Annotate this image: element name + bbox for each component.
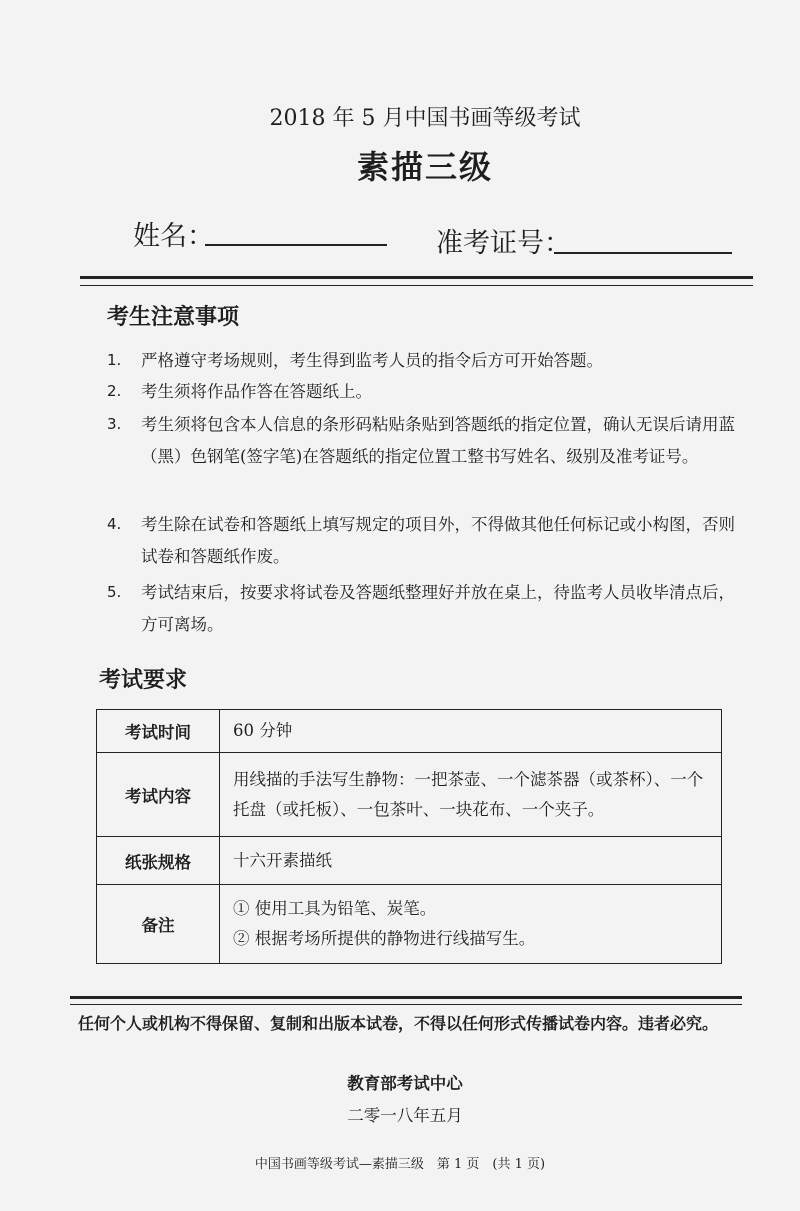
- notice-item-number: 4.: [107, 515, 122, 533]
- requirements-table: [96, 709, 722, 964]
- footer-divider-thin: [70, 1004, 742, 1005]
- header-divider-thick: [80, 276, 753, 279]
- remark-line-2: ② 根据考场所提供的静物进行线描写生。: [233, 929, 536, 948]
- notice-heading: 考生注意事项: [107, 304, 240, 330]
- requirements-heading: 考试要求: [99, 667, 188, 693]
- name-blank-line: [205, 244, 387, 246]
- row-label: 纸张规格: [97, 837, 220, 885]
- notice-item-text: 考生须将作品作答在答题纸上。: [141, 382, 372, 401]
- notice-item: [107, 577, 747, 640]
- copyright-warning: 任何个人或机构不得保留、复制和出版本试卷，不得以任何形式传播试卷内容。违者必究。: [78, 1014, 719, 1033]
- issue-date: 二零一八年五月: [347, 1106, 463, 1125]
- table-row: [97, 710, 722, 753]
- footer-divider-thick: [70, 996, 742, 999]
- row-label: 备注: [97, 885, 220, 964]
- notice-item-text: 考生须将包含本人信息的条形码粘贴条贴到答题纸的指定位置，确认无误后请用蓝（黑）色钢笔(签字笔)在答题纸的指定位置工整书写姓名、级别及准考证号。: [141, 415, 735, 466]
- row-value: 60 分钟: [220, 710, 722, 753]
- row-label: 考试时间: [97, 710, 220, 753]
- notice-item-text: 考生除在试卷和答题纸上填写规定的项目外，不得做其他任何标记或小构图，否则试卷和答题纸作废。: [141, 515, 735, 566]
- issuer-name: 教育部考试中心: [347, 1074, 463, 1093]
- notice-item-text: 严格遵守考场规则，考生得到监考人员的指令后方可开始答题。: [141, 351, 603, 370]
- notice-item-number: 2.: [107, 382, 122, 400]
- table-row: [97, 885, 722, 964]
- notice-item-number: 1.: [107, 351, 122, 369]
- row-value: 十六开素描纸: [220, 837, 722, 885]
- header-divider-thin: [80, 285, 753, 286]
- table-row: [97, 753, 722, 837]
- notice-item: [107, 376, 747, 408]
- notice-item-text: 考试结束后，按要求将试卷及答题纸整理好并放在桌上，待监考人员收毕清点后，方可离场。: [141, 583, 735, 634]
- exam-title: 2018 年 5 月中国书画等级考试: [269, 106, 581, 131]
- exam-id-label: 准考证号：: [436, 228, 571, 259]
- row-value: 用线描的手法写生静物：一把茶壶、一个滤茶器（或茶杯）、一个托盘（或托板）、一包茶叶、一块花布、一个夹子。: [220, 753, 722, 837]
- remark-line-1: ① 使用工具为铅笔、炭笔。: [233, 899, 437, 918]
- exam-id-blank-line: [554, 252, 732, 254]
- notice-item-number: 3.: [107, 415, 122, 433]
- name-label: 姓名：: [133, 221, 214, 252]
- page-footer: 中国书画等级考试—素描三级 第 1 页 (共 1 页): [254, 1157, 546, 1172]
- exam-subject-level: 素描三级: [356, 148, 493, 186]
- notice-item: [107, 509, 747, 572]
- notice-item: [107, 409, 737, 472]
- table-row: [97, 837, 722, 885]
- notice-item-number: 5.: [107, 583, 122, 601]
- notice-item: [107, 345, 747, 377]
- row-label: 考试内容: [97, 753, 220, 837]
- row-value: [220, 885, 722, 964]
